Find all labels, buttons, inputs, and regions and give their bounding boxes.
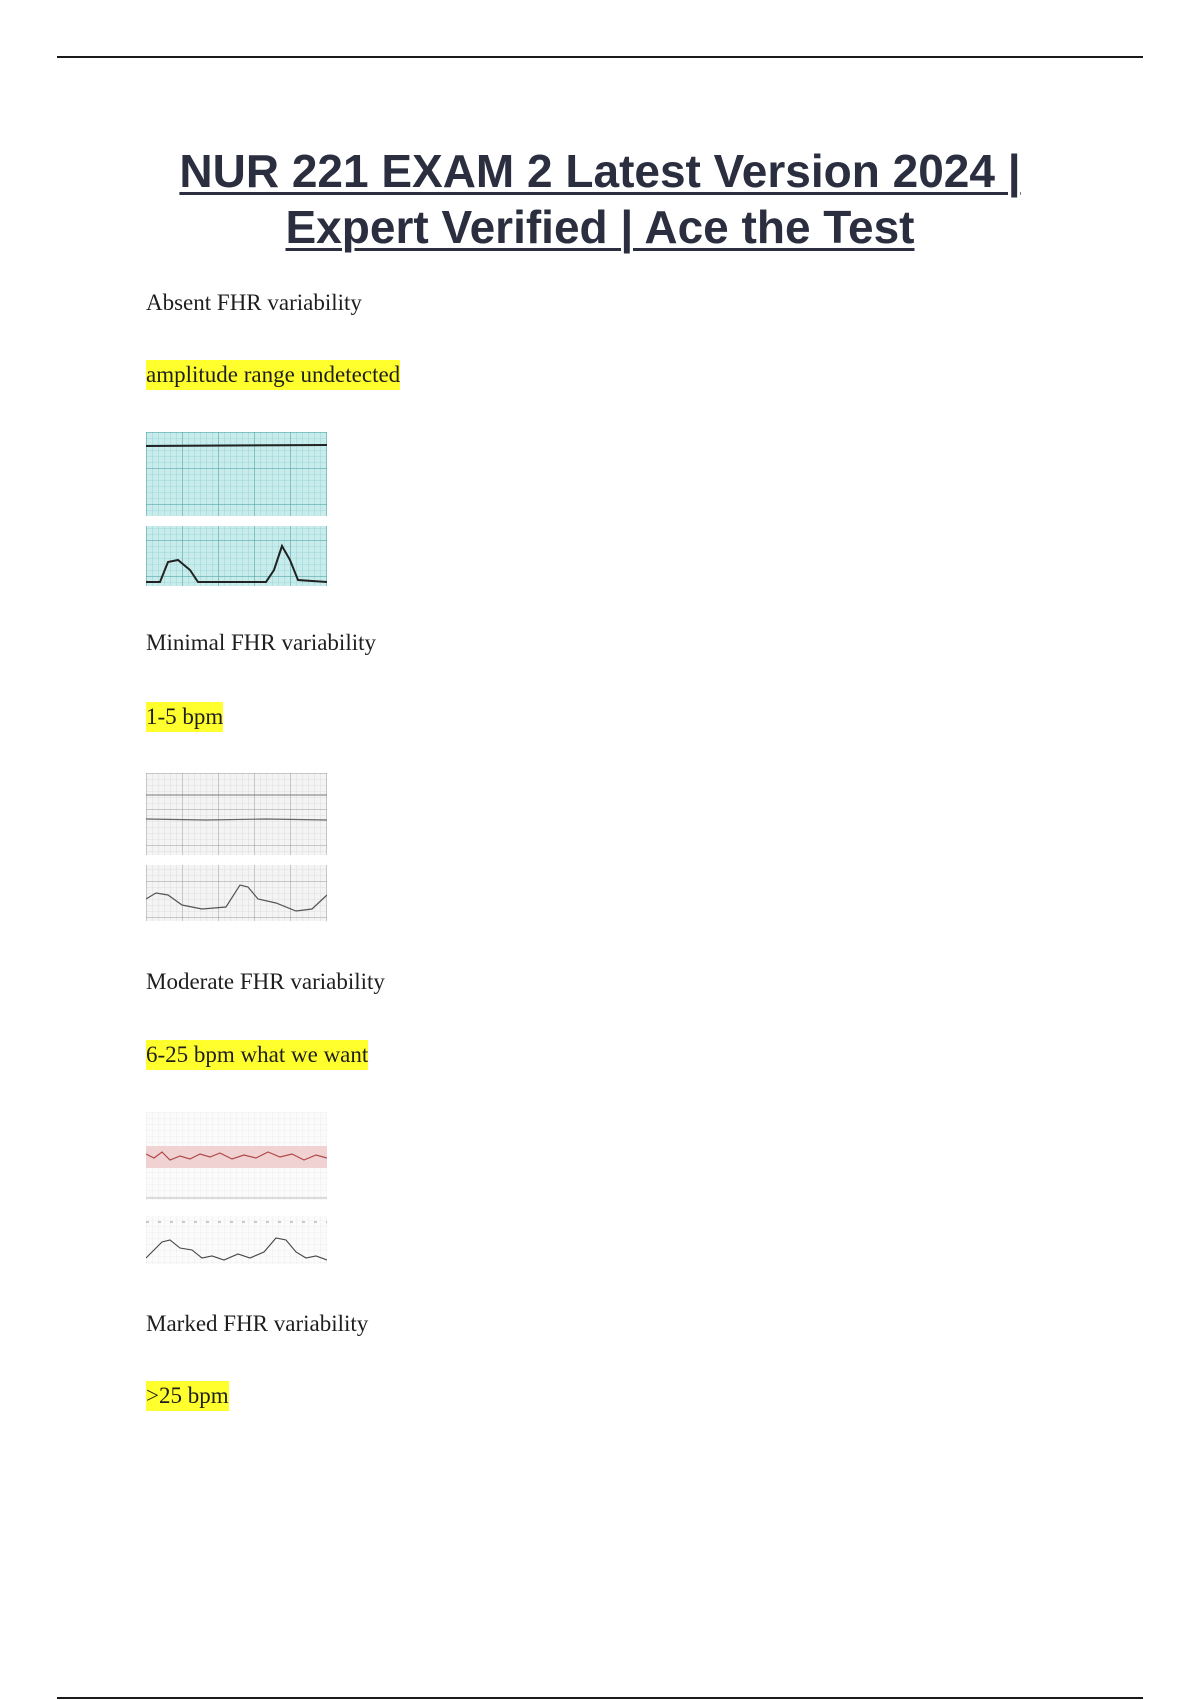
fhr-strip-moderate-figure	[146, 1112, 327, 1264]
card-1-term: Absent FHR variability	[146, 290, 362, 315]
card-3-term: Moderate FHR variability	[146, 969, 385, 994]
header-rule	[57, 56, 1143, 58]
card-4-term: Marked FHR variability	[146, 1311, 369, 1336]
document-title	[100, 143, 1100, 255]
fhr-strip-minimal-figure	[146, 773, 327, 921]
fhr-strip-absent-figure	[146, 432, 327, 586]
footer-rule	[57, 1697, 1143, 1699]
card-2-definition: 1-5 bpm	[146, 702, 223, 732]
card-4-definition: >25 bpm	[146, 1381, 229, 1411]
card-2-term: Minimal FHR variability	[146, 630, 376, 655]
card-3-definition: 6-25 bpm what we want	[146, 1040, 368, 1070]
fhr-strip-absent-icon	[146, 432, 327, 586]
title-line-2: Expert Verified | Ace the Test	[285, 201, 915, 253]
card-1-definition: amplitude range undetected	[146, 360, 400, 390]
fhr-strip-minimal-icon	[146, 773, 327, 921]
title-line-1: NUR 221 EXAM 2 Latest Version 2024 |	[179, 145, 1021, 197]
fhr-strip-moderate-icon	[146, 1112, 327, 1264]
